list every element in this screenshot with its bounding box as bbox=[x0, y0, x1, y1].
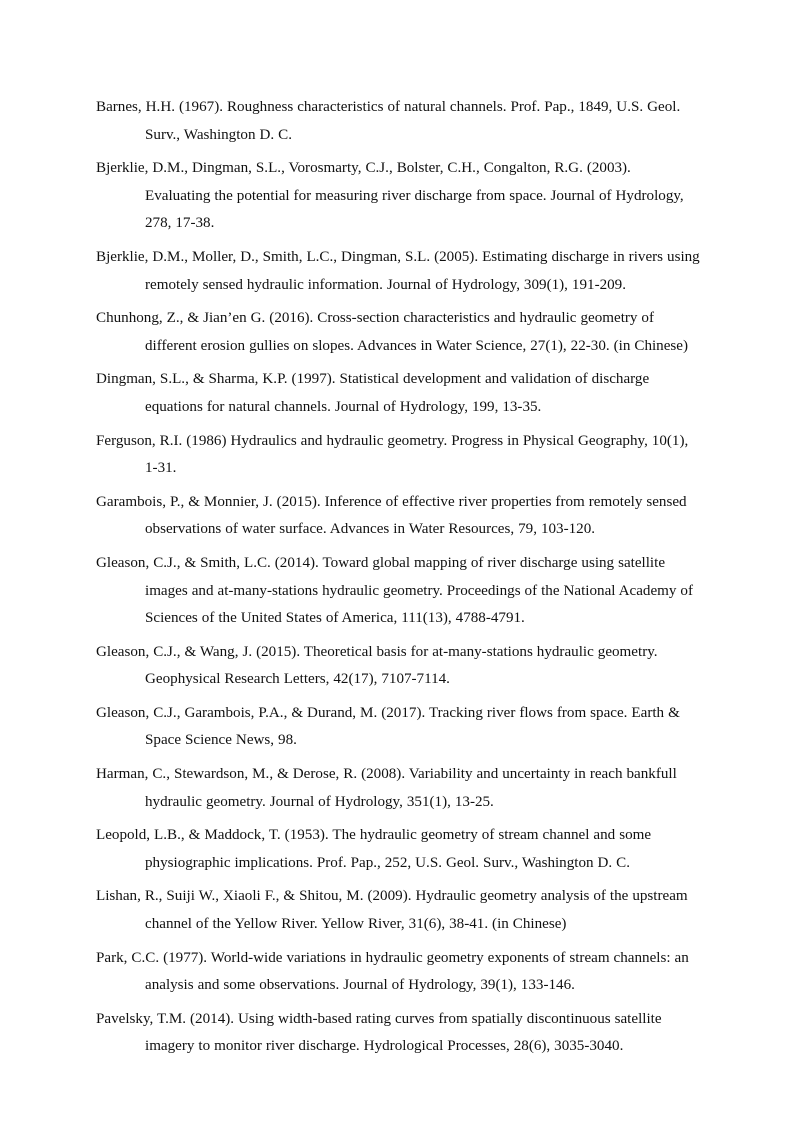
reference-entry: Leopold, L.B., & Maddock, T. (1953). The hydraulic geometry of stream channel and some physiographic implications. Prof. Pap., 252, U.S. Geol. Surv., Washington D. C. bbox=[96, 827, 652, 871]
reference-entry: Gleason, C.J., Garambois, P.A., & Durand, M. (2017). Tracking river flows from space. Earth & Space Science News, 98. bbox=[96, 704, 680, 749]
reference-entry: Barnes, H.H. (1967). Roughness characteristics of natural channels. Prof. Pap., 1849, U.S. Geol. Surv., Washington D. C. bbox=[96, 99, 681, 143]
reference-entry: Gleason, C.J., & Wang, J. (2015). Theoretical basis for at-many-stations hydraulic geometry. Geophysical Research Letters, 42(17), 7107-7114. bbox=[96, 643, 658, 688]
reference-entry: Gleason, C.J., & Smith, L.C. (2014). Toward global mapping of river discharge using satellite images and at-many-stations hydraulic geometry. Proceedings of the National Academy of Sciences of the United States of America, 111(13), 4788-4791. bbox=[96, 554, 694, 627]
reference-entry: Dingman, S.L., & Sharma, K.P. (1997). Statistical development and validation of discharge equations for natural channels. Journal of Hydrology, 199, 13-35. bbox=[96, 371, 650, 415]
reference-entry: Pavelsky, T.M. (2014). Using width-based rating curves from spatially discontinuous satellite imagery to monitor river discharge. Hydrological Processes, 28(6), 3035-3040. bbox=[96, 1010, 662, 1055]
reference-entry: Garambois, P., & Monnier, J. (2015). Inference of effective river properties from remotely sensed observations of water surface. Advances in Water Resources, 79, 103-120. bbox=[96, 493, 687, 538]
reference-list bbox=[96, 94, 700, 1067]
reference-entry: Park, C.C. (1977). World-wide variations in hydraulic geometry exponents of stream channels: an analysis and some observations. Journal of Hydrology, 39(1), 133-146. bbox=[96, 949, 689, 994]
reference-entry: Bjerklie, D.M., Moller, D., Smith, L.C., Dingman, S.L. (2005). Estimating discharge in rivers using remotely sensed hydraulic information. Journal of Hydrology, 309(1), 191-209. bbox=[96, 248, 700, 293]
reference-entry: Bjerklie, D.M., Dingman, S.L., Vorosmarty, C.J., Bolster, C.H., Congalton, R.G. (2003). Evaluating the potential for measuring river discharge from space. Journal of Hydrology, 278, 17-38. bbox=[96, 160, 684, 232]
reference-entry: Lishan, R., Suiji W., Xiaoli F., & Shitou, M. (2009). Hydraulic geometry analysis of the upstream channel of the Yellow River. Yellow River, 31(6), 38-41. (in Chinese) bbox=[96, 888, 688, 933]
reference-entry: Ferguson, R.I. (1986) Hydraulics and hydraulic geometry. Progress in Physical Geography, 10(1), 1-31. bbox=[96, 432, 689, 477]
reference-entry: Chunhong, Z., & Jian’en G. (2016). Cross-section characteristics and hydraulic geometry of different erosion gullies on slopes. Advances in Water Science, 27(1), 22-30. (in Chinese) bbox=[96, 310, 689, 354]
reference-entry: Harman, C., Stewardson, M., & Derose, R. (2008). Variability and uncertainty in reach bankfull hydraulic geometry. Journal of Hydrology, 351(1), 13-25. bbox=[96, 766, 677, 810]
